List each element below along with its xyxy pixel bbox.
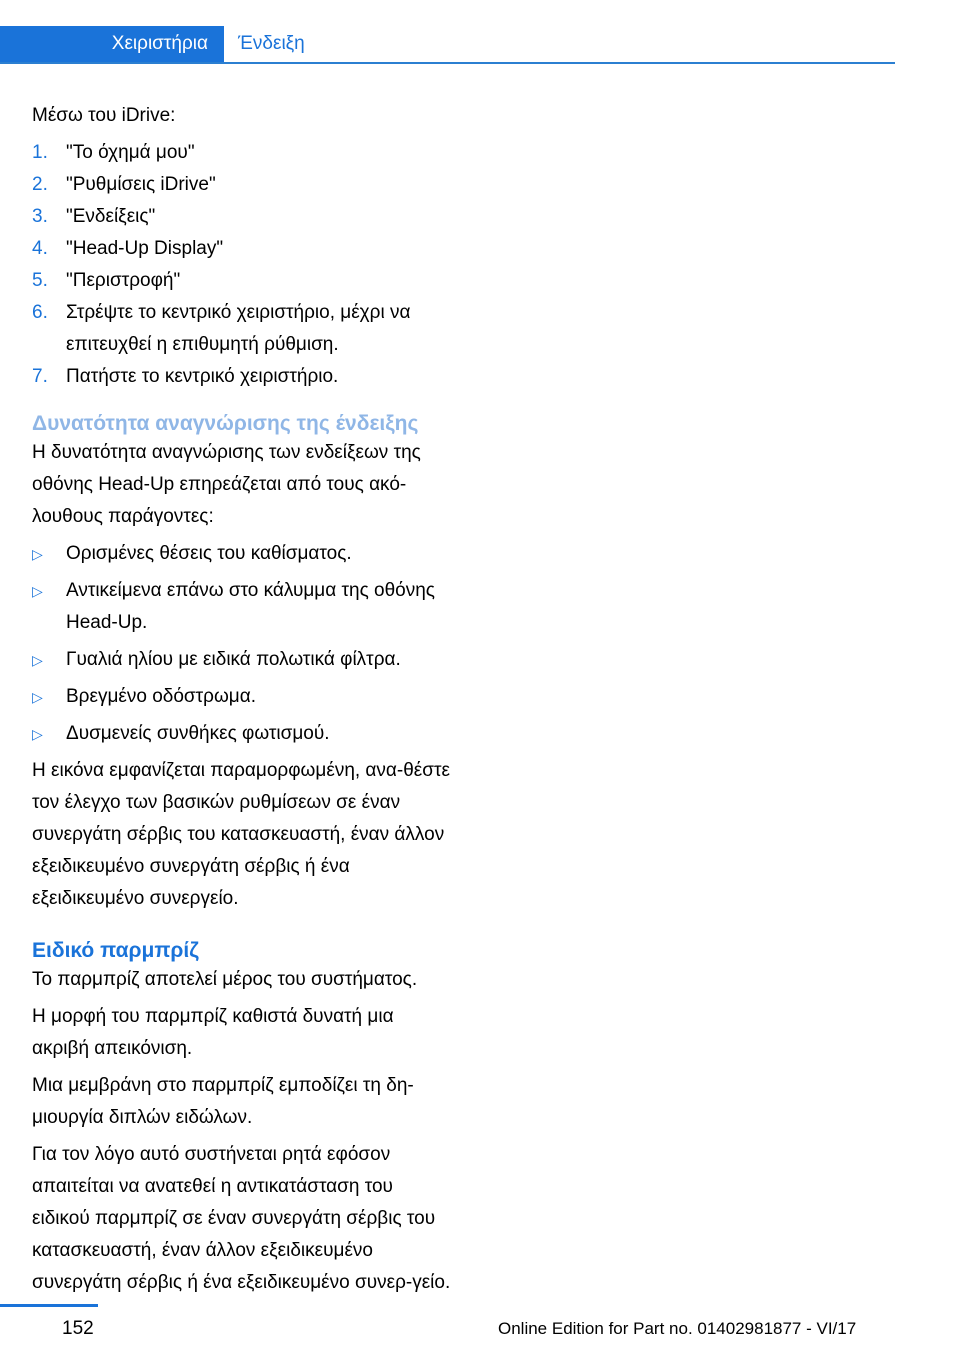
step-item — [32, 265, 452, 297]
step-text: "Head-Up Display" — [66, 238, 224, 259]
step-text: "Ενδείξεις" — [66, 206, 156, 227]
list-item-text: Ορισμένες θέσεις του καθίσματος. — [66, 543, 352, 564]
factors-list — [32, 538, 452, 750]
step-number: 2. — [32, 174, 48, 195]
step-text: "Το όχημά μου" — [66, 142, 195, 163]
step-number: 1. — [32, 142, 48, 163]
paragraph: Το παρμπρίζ αποτελεί μέρος του συστήματος. — [32, 969, 418, 990]
paragraph: Η μορφή του παρμπρίζ καθιστά δυνατή μια ακριβή απεικόνιση. — [32, 1006, 394, 1059]
step-text: "Περιστροφή" — [66, 270, 181, 291]
step-item — [32, 297, 452, 361]
list-item — [32, 681, 452, 713]
page-number: 152 — [62, 1318, 94, 1339]
step-number: 4. — [32, 238, 48, 259]
list-item-text: Δυσμενείς συνθήκες φωτισμού. — [66, 723, 330, 744]
paragraph: Μια μεμβράνη στο παρμπρίζ εμποδίζει τη δη-μιουργία διπλών ειδώλων. — [32, 1075, 414, 1128]
section-intro: Η δυνατότητα αναγνώρισης των ενδείξεων της οθόνης Head-Up επηρεάζεται από τους ακό-λουθους παράγοντες: — [32, 442, 421, 527]
step-number: 7. — [32, 366, 48, 387]
header-tab-display: Ένδειξη — [238, 33, 305, 54]
step-text: Στρέψτε το κεντρικό χειριστήριο, μέχρι να επιτευχθεί η επιθυμητή ρύθμιση. — [66, 302, 411, 355]
triangle-bullet-icon: ▷ — [32, 689, 43, 705]
main-content — [32, 100, 452, 1304]
triangle-bullet-icon: ▷ — [32, 583, 43, 599]
step-item — [32, 233, 452, 265]
step-text: "Ρυθμίσεις iDrive" — [66, 174, 216, 195]
list-item — [32, 718, 452, 750]
step-text: Πατήστε το κεντρικό χειριστήριο. — [66, 366, 339, 387]
section-heading-windshield: Ειδικό παρμπρίζ — [32, 939, 199, 962]
section-outro: Η εικόνα εμφανίζεται παραμορφωμένη, ανα-θέστε τον έλεγχο των βασικών ρυθμίσεων σε έναν συνεργάτη σέρβις του κατασκευαστή, έναν άλλον εξειδικευμένο συνεργάτη σέρβις ή ένα εξειδικευμένο συνεργείο. — [32, 760, 450, 909]
triangle-bullet-icon: ▷ — [32, 652, 43, 668]
header-tab-controls: Χειριστήρια — [0, 26, 224, 62]
list-item — [32, 575, 452, 639]
step-item — [32, 169, 452, 201]
list-item — [32, 538, 452, 570]
list-item — [32, 644, 452, 676]
footer-rule — [0, 1304, 98, 1307]
step-number: 5. — [32, 270, 48, 291]
triangle-bullet-icon: ▷ — [32, 726, 43, 742]
step-number: 3. — [32, 206, 48, 227]
triangle-bullet-icon: ▷ — [32, 546, 43, 562]
list-item-text: Γυαλιά ηλίου με ειδικά πολωτικά φίλτρα. — [66, 649, 401, 670]
list-item-text: Βρεγμένο οδόστρωμα. — [66, 686, 257, 707]
list-item-text: Αντικείμενα επάνω στο κάλυμμα της οθόνης Head-Up. — [66, 580, 435, 633]
step-item — [32, 201, 452, 233]
paragraph: Για τον λόγο αυτό συστήνεται ρητά εφόσον απαιτείται να ανατεθεί η αντικατάσταση του ειδικού παρμπρίζ σε έναν συνεργάτη σέρβις του κατασκευαστή, έναν άλλον εξειδικευμένο συνεργάτη σέρβις ή ένα εξειδικευμένο συνερ-γείο. — [32, 1144, 451, 1293]
steps-list — [32, 137, 452, 393]
edition-note: Online Edition for Part no. 01402981877 - VI/17 — [498, 1319, 857, 1338]
step-item — [32, 361, 452, 393]
step-number: 6. — [32, 302, 48, 323]
section-heading-readability: Δυνατότητα αναγνώρισης της ένδειξης — [32, 412, 419, 435]
step-item — [32, 137, 452, 169]
page-header — [0, 0, 895, 64]
intro-text: Μέσω του iDrive: — [32, 105, 176, 126]
